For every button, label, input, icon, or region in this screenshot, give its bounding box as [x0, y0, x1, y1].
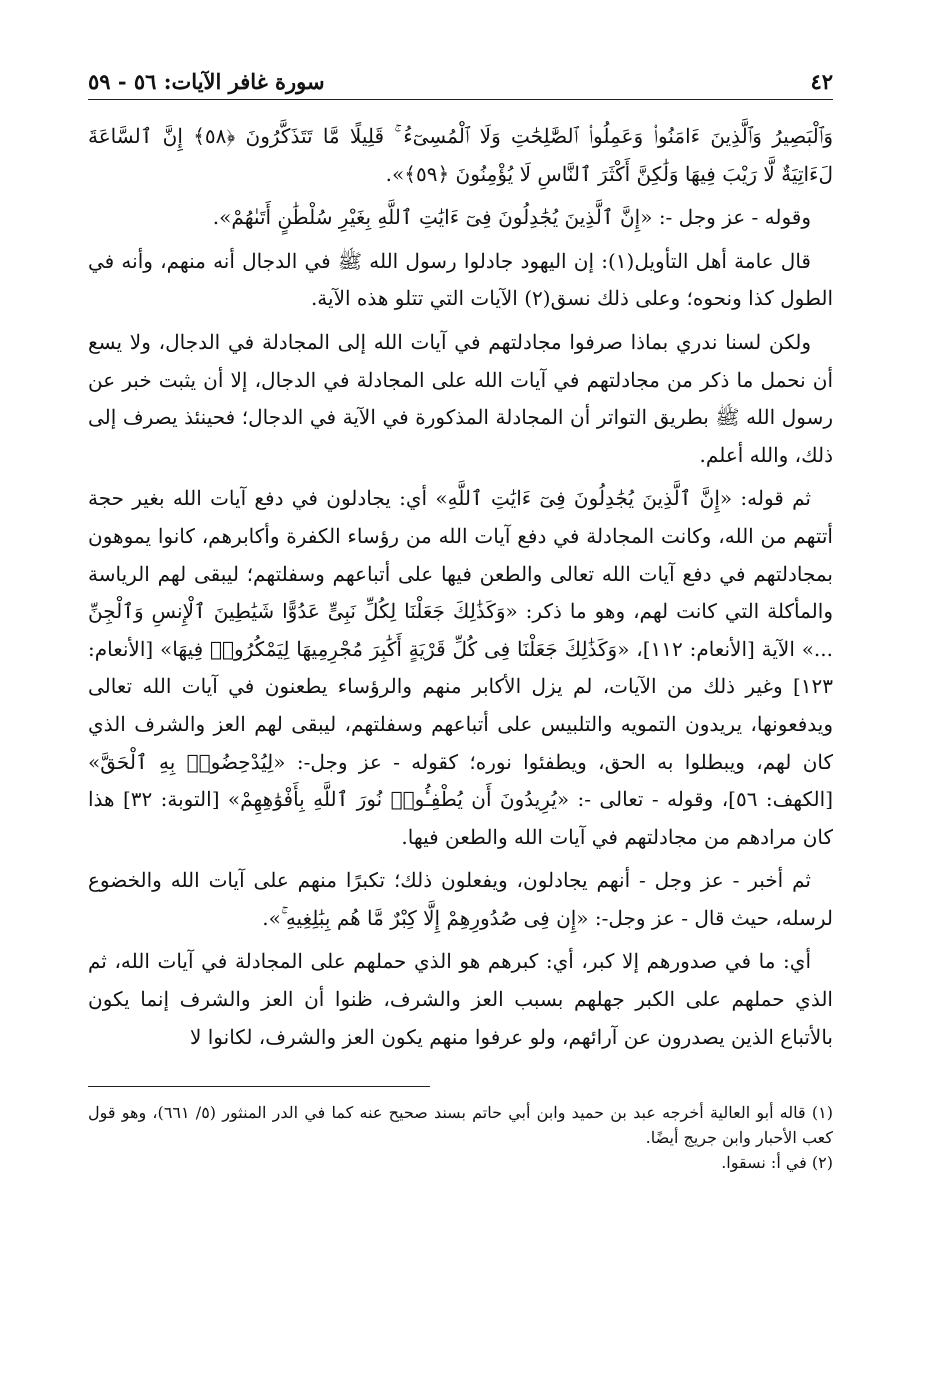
footnote-2: (٢) في أ: نسقوا.: [721, 1153, 833, 1172]
document-page: [88, 48, 833, 1368]
section-title: سورة غافر الآيات: ٥٦ - ٥٩: [88, 69, 325, 94]
header-rule: [88, 99, 833, 100]
page-number: ٤٢: [810, 69, 833, 94]
footnote-separator: [88, 1086, 430, 1087]
paragraph-tawil-opinion: قال عامة أهل التأويل(١): إن اليهود جادلوا رسول الله ﷺ في الدجال أنه منهم، وأنه في الطول كذا ونحوه؛ وعلى ذلك نسق(٢) الآيات التي تتلو هذه الآية.: [88, 248, 833, 311]
running-head: [88, 60, 833, 94]
paragraph-dajjal-discussion: ولكن لسنا ندري بماذا صرفوا مجادلتهم في آيات الله إلى المجادلة في الدجال، ولا يسع أن نحمل ما ذكر من مجادلتهم في آيات الله على المجادلة في الدجال، إلا أن يثبت خبر عن رسول الله ﷺ بطريق التواتر أن المجادلة المذكورة في الآية في الدجال؛ فحينئذ يصرف إلى ذلك، والله أعلم.: [88, 329, 833, 467]
paragraph-kibr-explanation: أي: ما في صدورهم إلا كبر، أي: كبرهم هو الذي حملهم على المجادلة في آيات الله، ثم الذي حملهم على الكبر جهلهم بسبب العز والشرف، ظنوا أن العز والشرف إنما يكون بالأتباع الذين يصدرون عن آرائهم، ولو عرفوا منهم يكون العز والشرف، لكانوا لا: [88, 949, 833, 1049]
footnote-1: (١) قاله أبو العالية أخرجه عبد بن حميد وابن أبي حاتم بسند صحيح عنه كما في الدر المنثور (٥/ ٦٦١)، وهو قول كعب الأحبار وابن جريج أيضًا.: [88, 1103, 834, 1147]
footnotes: [88, 1100, 833, 1175]
body-text: [88, 118, 833, 1062]
paragraph-commentary: ثم قوله: «إِنَّ ٱلَّذِينَ يُجَٰدِلُونَ فِىٓ ءَايَٰتِ ٱللَّهِ» أي: يجادلون في دفع آيات الله بغير حجة أتتهم من الله، وكانت المجادلة في دفع آيات الله من رؤساء الكفرة وأكابرهم، كانوا يموهون بمجادلتهم في دفع آيات الله تعالى والطعن فيها على أتباعهم وسفلتهم؛ ليبقى لهم الرياسة والمأكلة التي كانت لهم، وهو ما ذكر: «وَكَذَٰلِكَ جَعَلْنَا لِكُلِّ نَبِىٍّ عَدُوًّا شَيَٰطِينَ ٱلْإِنسِ وَٱلْجِنِّ ...» الآية [الأنعام: ١١٢]، «وَكَذَٰلِكَ جَعَلْنَا فِى كُلِّ قَرْيَةٍ أَكَٰبِرَ مُجْرِمِيهَا لِيَمْكُرُوا۟ فِيهَا» [الأنعام: ١٢٣] وغير ذلك من الآيات، لم يزل الأكابر منهم والرؤساء يطعنون في آيات الله تعالى ويدفعونها، يريدون التمويه والتلبيس على أتباعهم وسفلتهم، ليبقى لهم العز والشرف الذي كان لهم، ويبطلوا به الحق، ويطفئوا نوره؛ كقوله - عز وجل-: «لِيُدْحِضُوا۟ بِهِ ٱلْحَقَّ» [الكهف: ٥٦]، وقوله - تعالى -: «يُرِيدُونَ أَن يُطْفِـُٔوا۟ نُورَ ٱللَّهِ بِأَفْوَٰهِهِمْ» [التوبة: ٣٢] هذا كان مرادهم من مجادلتهم في آيات الله والطعن فيها.: [88, 486, 834, 849]
paragraph-ayah-56-quote: وقوله - عز وجل -: «إِنَّ ٱلَّذِينَ يُجَٰدِلُونَ فِىٓ ءَايَٰتِ ٱللَّهِ بِغَيْرِ سُلْطَٰنٍ أَتَىٰهُمْ».: [212, 205, 811, 230]
paragraph-quran-ayahs-58-59: وَٱلْبَصِيرُ وَٱلَّذِينَ ءَامَنُوا۟ وَعَمِلُوا۟ ٱلصَّٰلِحَٰتِ وَلَا ٱلْمُسِىٓءُ ۚ قَلِيلًا مَّا تَتَذَكَّرُونَ ﴿٥٨﴾ إِنَّ ٱلسَّاعَةَ لَءَاتِيَةٌ لَّا رَيْبَ فِيهَا وَلَٰكِنَّ أَكْثَرَ ٱلنَّاسِ لَا يُؤْمِنُونَ ﴿٥٩﴾».: [88, 124, 833, 186]
paragraph-arrogance: ثم أخبر - عز وجل - أنهم يجادلون، ويفعلون ذلك؛ تكبرًا منهم على آيات الله والخضوع لرسله، حيث قال - عز وجل-: «إِن فِى صُدُورِهِمْ إِلَّا كِبْرٌ مَّا هُم بِبَٰلِغِيهِ ۚ».: [88, 868, 833, 930]
